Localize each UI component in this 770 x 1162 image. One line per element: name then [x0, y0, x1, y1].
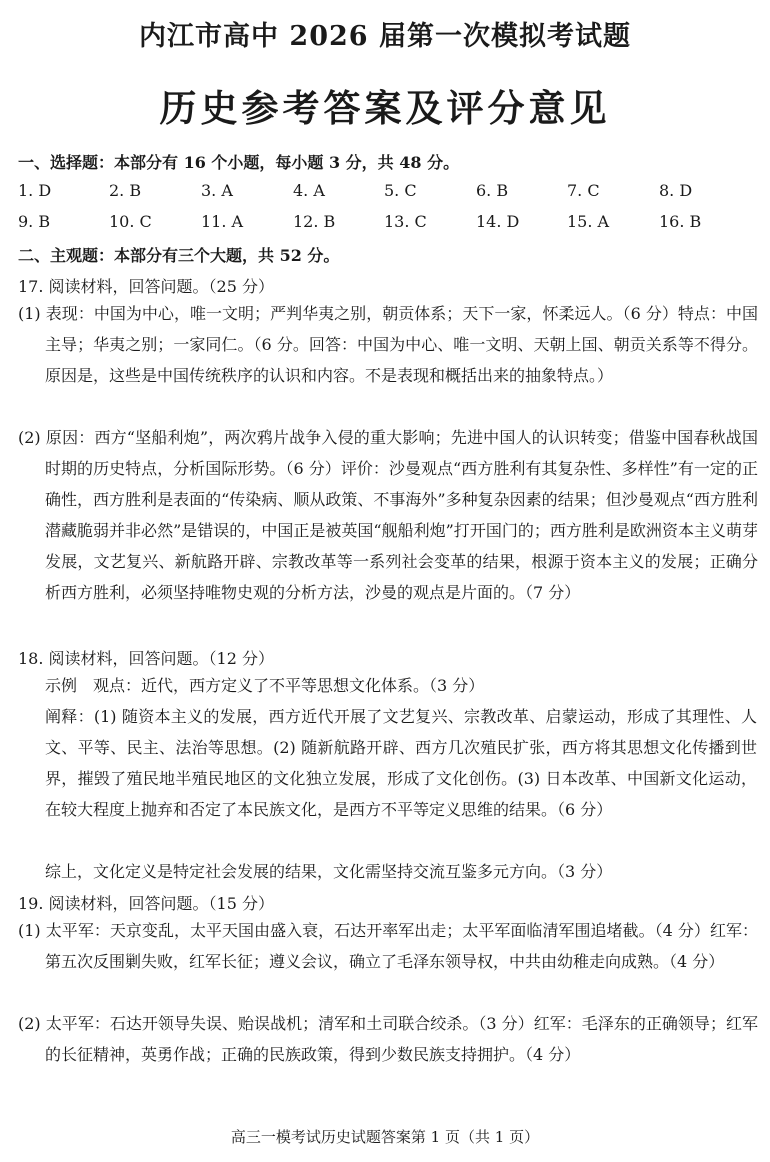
part1-heading: 一、选择题：本部分有 16 个小题，每小题 3 分，共 48 分。: [18, 153, 460, 172]
answer-item: 6. B: [476, 181, 509, 200]
q18-title: 18. 阅读材料，回答问题。（12 分）: [18, 649, 274, 668]
answer-item: 2. B: [109, 181, 142, 200]
q17-answer-2: (2) 原因：西方“坚船利炮”，两次鸦片战争入侵的重大影响；先进中国人的认识转变；借鉴中国春秋战国时期的历史特点，分析国际形势。（6 分）评价：沙曼观点“西方胜利有其复杂性、多样性”有一定的正确性，西方胜利是表面的“传染病、顺从政策、不事海外”多种复杂因素的结果；但沙曼观点“西方胜利潜藏脆弱并非必然”是错误的，中国正是被英国“舰船利炮”打开国门的；西方胜利是欧洲资本主义萌芽发展，文艺复兴、新航路开辟、宗教改革等一系列社会变革的结果，根源于资本主义的发展；正确分析西方胜利，必须坚持唯物史观的分析方法，沙曼的观点是片面的。（7 分）: [18, 428, 758, 602]
q18-example: 示例 观点：近代，西方定义了不平等思想文化体系。（3 分）: [45, 676, 485, 695]
part2-heading: 二、主观题：本部分有三个大题，共 52 分。: [18, 246, 340, 265]
answer-item: 8. D: [659, 181, 693, 200]
answer-item: 9. B: [18, 212, 51, 231]
answer-item: 4. A: [293, 181, 325, 200]
answer-item: 1. D: [18, 181, 52, 200]
answer-item: 3. A: [201, 181, 233, 200]
answer-item: 16. B: [659, 212, 702, 231]
answer-item: 12. B: [293, 212, 336, 231]
q17-title: 17. 阅读材料，回答问题。（25 分）: [18, 277, 274, 296]
answer-item: 11. A: [201, 212, 244, 231]
q19-title: 19. 阅读材料，回答问题。（15 分）: [18, 894, 274, 913]
answer-item: 14. D: [476, 212, 520, 231]
document-title: 历史参考答案及评分意见: [159, 86, 611, 130]
q18-explanation: 阐释：(1) 随资本主义的发展，西方近代开展了文艺复兴、宗教改革、启蒙运动，形成了其理性、人文、平等、民主、法治等思想。(2) 随新航路开辟、西方几次殖民扩张，西方将其思想文化传播到世界，摧毁了殖民地半殖民地区的文化独立发展，形成了文化创伤。(3) 日本改革、中国新文化运动，在较大程度上抛弃和否定了本民族文化，是西方不平等定义思维的结果。（6 分）: [45, 707, 757, 819]
exam-title: 内江市高中 2026 届第一次模拟考试题: [139, 21, 631, 52]
page-footer: 高三一模考试历史试题答案第 1 页（共 1 页）: [230, 1128, 540, 1146]
answer-item: 10. C: [109, 212, 152, 231]
q19-answer-2: (2) 太平军：石达开领导失误、贻误战机；清军和土司联合绞杀。（3 分）红军：毛泽东的正确领导；红军的长征精神，英勇作战；正确的民族政策，得到少数民族支持拥护。（4 分）: [18, 1014, 758, 1064]
answer-item: 7. C: [567, 181, 600, 200]
q19-answer-1: (1) 太平军：天京变乱，太平天国由盛入衰，石达开率军出走；太平军面临清军围追堵截。（4 分）红军：第五次反围剿失败，红军长征；遵义会议，确立了毛泽东领导权，中共由幼稚走向成熟。（4 分）: [18, 921, 758, 971]
answer-item: 15. A: [567, 212, 610, 231]
answer-item: 5. C: [384, 181, 417, 200]
q17-answer-1: (1) 表现：中国为中心，唯一文明；严判华夷之别，朝贡体系；天下一家，怀柔远人。（6 分）特点：中国主导；华夷之别；一家同仁。（6 分。回答：中国为中心、唯一文明、天朝上国、朝贡关系等不得分。原因是，这些是中国传统秩序的认识和内容。不是表现和概括出来的抽象特点。）: [18, 304, 758, 385]
answer-item: 13. C: [384, 212, 427, 231]
q18-summary: 综上，文化定义是特定社会发展的结果，文化需坚持交流互鉴多元方向。（3 分）: [45, 862, 613, 881]
